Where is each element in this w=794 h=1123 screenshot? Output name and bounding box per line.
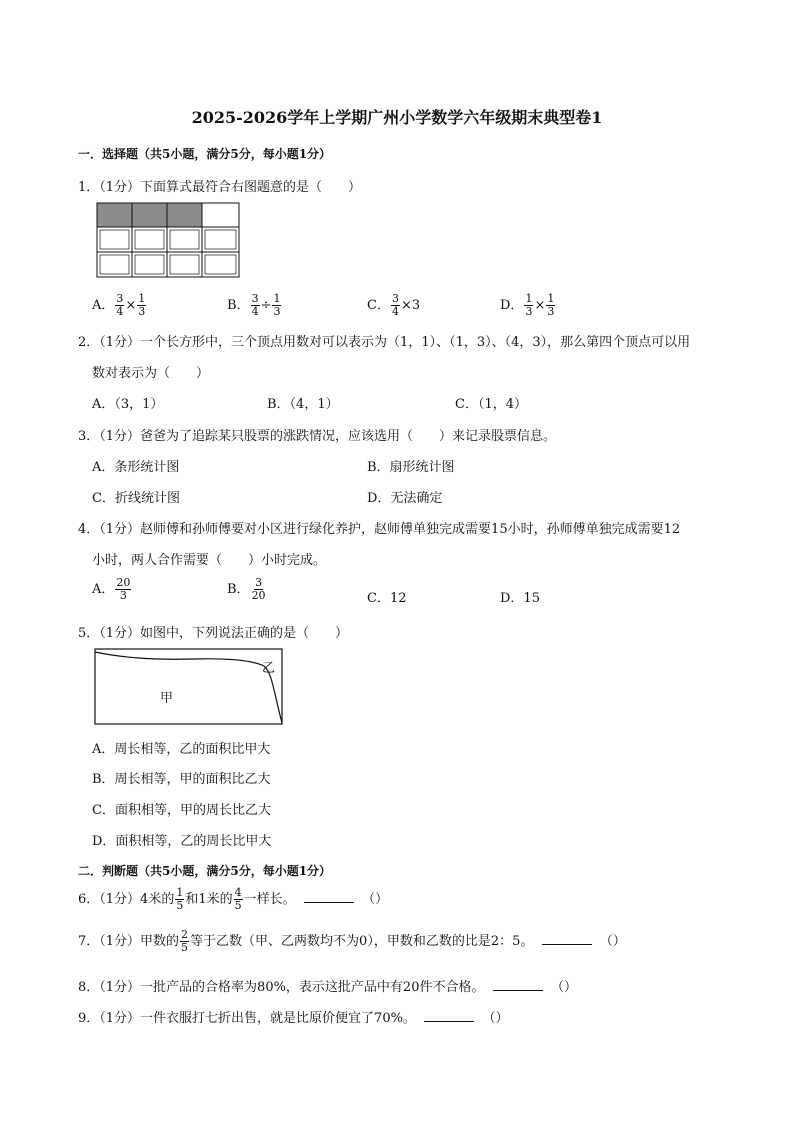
denominator: 5 (234, 899, 242, 912)
q5-option-d[interactable]: D．面积相等，乙的周长比甲大 (92, 834, 272, 849)
fraction (251, 293, 260, 318)
region-yi-label: 乙 (262, 661, 276, 676)
q5-stem: 5．（1分）如图中，下列说法正确的是（ ） (78, 626, 349, 641)
fraction (115, 293, 124, 318)
q5-curve-figure (94, 648, 284, 726)
q2-option-a[interactable]: A．（3，1） (92, 397, 164, 412)
q8-statement (78, 976, 577, 995)
denominator: 3 (119, 589, 127, 602)
q4-option-d[interactable]: D．15 (500, 591, 540, 606)
q4-option-a[interactable] (92, 577, 132, 602)
denominator: 3 (525, 305, 533, 318)
q1-option-d[interactable] (500, 293, 556, 318)
q2-option-c[interactable]: C．（1，4） (455, 397, 527, 412)
text-segment: 8．（1分）一批产品的合格率为80%，表示这批产品中有20件不合格。 (78, 980, 485, 995)
q1-grid-figure (96, 202, 242, 278)
q4-option-c[interactable]: C．12 (367, 591, 407, 606)
fraction (234, 887, 243, 912)
q5-option-b[interactable]: B．周长相等，甲的面积比乙大 (92, 772, 271, 787)
answer-blank[interactable] (304, 891, 354, 903)
answer-blank[interactable] (424, 1010, 474, 1022)
q3-option-c[interactable]: C．折线统计图 (92, 491, 180, 506)
answer-paren: （） (599, 934, 626, 949)
q1-option-c[interactable] (367, 293, 420, 318)
q3-option-a[interactable]: A．条形统计图 (92, 460, 180, 475)
numerator: 1 (138, 292, 146, 305)
q1-stem: 1．（1分）下面算式最符合右图题意的是（ ） (78, 180, 362, 195)
fraction (137, 293, 146, 318)
page-title: 2025-2026学年上学期广州小学数学六年级期末典型卷1 (191, 108, 603, 127)
q6-statement (78, 887, 388, 912)
denominator: 4 (391, 305, 399, 318)
q1-option-b[interactable] (227, 293, 282, 318)
numerator: 2 (181, 928, 189, 941)
option-label: D． (500, 298, 524, 313)
numerator: 1 (176, 886, 184, 899)
denominator: 5 (181, 941, 189, 954)
operator: ×3 (400, 298, 421, 313)
text-segment: 一样长。 (243, 892, 296, 907)
fraction (251, 577, 267, 602)
option-label: B． (227, 298, 250, 313)
answer-paren: （） (551, 980, 578, 995)
option-label: C． (367, 298, 390, 313)
q3-option-d[interactable]: D．无法确定 (367, 491, 443, 506)
numerator: 1 (273, 292, 281, 305)
q5-option-a[interactable]: A．周长相等，乙的面积比甲大 (92, 742, 271, 757)
denominator: 5 (176, 899, 184, 912)
fraction (546, 293, 555, 318)
numerator: 3 (391, 292, 399, 305)
fraction (115, 577, 131, 602)
denominator: 4 (116, 305, 124, 318)
q3-stem: 3．（1分）爸爸为了追踪某只股票的涨跌情况，应该选用（ ）来记录股票信息。 (78, 429, 557, 444)
answer-blank[interactable] (493, 979, 543, 991)
section1-header: 一．选择题（共5小题，满分5分，每小题1分） (78, 147, 332, 161)
denominator: 20 (251, 589, 266, 602)
option-label: A． (92, 298, 115, 313)
region-jia-label: 甲 (160, 691, 174, 706)
numerator: 3 (116, 292, 124, 305)
fraction (272, 293, 281, 318)
fraction (391, 293, 400, 318)
fraction (175, 887, 184, 912)
q2-stem-line2: 数对表示为（ ） (92, 366, 210, 381)
text-segment: 9．（1分）一件衣服打七折出售，就是比原价便宜了70%。 (78, 1011, 416, 1026)
section2-header: 二．判断题（共5小题，满分5分，每小题1分） (78, 864, 332, 878)
q4-stem-line1: 4．（1分）赵师傅和孙师傅要对小区进行绿化养护，赵师傅单独完成需要15小时，孙师傅单独完成需要12 (78, 522, 681, 537)
operator: ÷ (260, 298, 272, 313)
option-label: A． (92, 582, 115, 597)
q4-stem-line2: 小时，两人合作需要（ ）小时完成。 (92, 553, 327, 568)
numerator: 20 (116, 576, 131, 589)
denominator: 3 (138, 305, 146, 318)
denominator: 3 (273, 305, 281, 318)
text-segment: 6．（1分）4米的 (78, 892, 175, 907)
denominator: 3 (547, 305, 555, 318)
numerator: 1 (547, 292, 555, 305)
fraction (524, 293, 533, 318)
q9-statement (78, 1007, 508, 1026)
text-segment: 和1米的 (185, 892, 233, 907)
q2-option-b[interactable]: B．（4，1） (267, 397, 339, 412)
numerator: 4 (234, 886, 242, 899)
operator: × (125, 298, 137, 313)
q4-option-b[interactable] (227, 577, 268, 602)
option-label: B． (227, 582, 250, 597)
answer-paren: （） (362, 892, 389, 907)
numerator: 3 (251, 292, 259, 305)
q1-option-a[interactable] (92, 293, 147, 318)
fraction (180, 929, 189, 954)
q5-option-c[interactable]: C．面积相等，甲的周长比乙大 (92, 803, 271, 818)
text-segment: 等于乙数（甲、乙两数均不为0），甲数和乙数的比是2：5。 (190, 934, 534, 949)
q2-stem-line1: 2．（1分）一个长方形中，三个顶点用数对可以表示为（1，1）、（1，3）、（4，3），那么第四个顶点可以用 (78, 335, 691, 350)
text-segment: 7．（1分）甲数的 (78, 934, 180, 949)
numerator: 3 (255, 576, 263, 589)
answer-blank[interactable] (542, 933, 592, 945)
operator: × (534, 298, 546, 313)
q3-option-b[interactable]: B．扇形统计图 (367, 460, 455, 475)
q7-statement (78, 929, 626, 954)
numerator: 1 (525, 292, 533, 305)
denominator: 4 (251, 305, 259, 318)
answer-paren: （） (482, 1011, 509, 1026)
